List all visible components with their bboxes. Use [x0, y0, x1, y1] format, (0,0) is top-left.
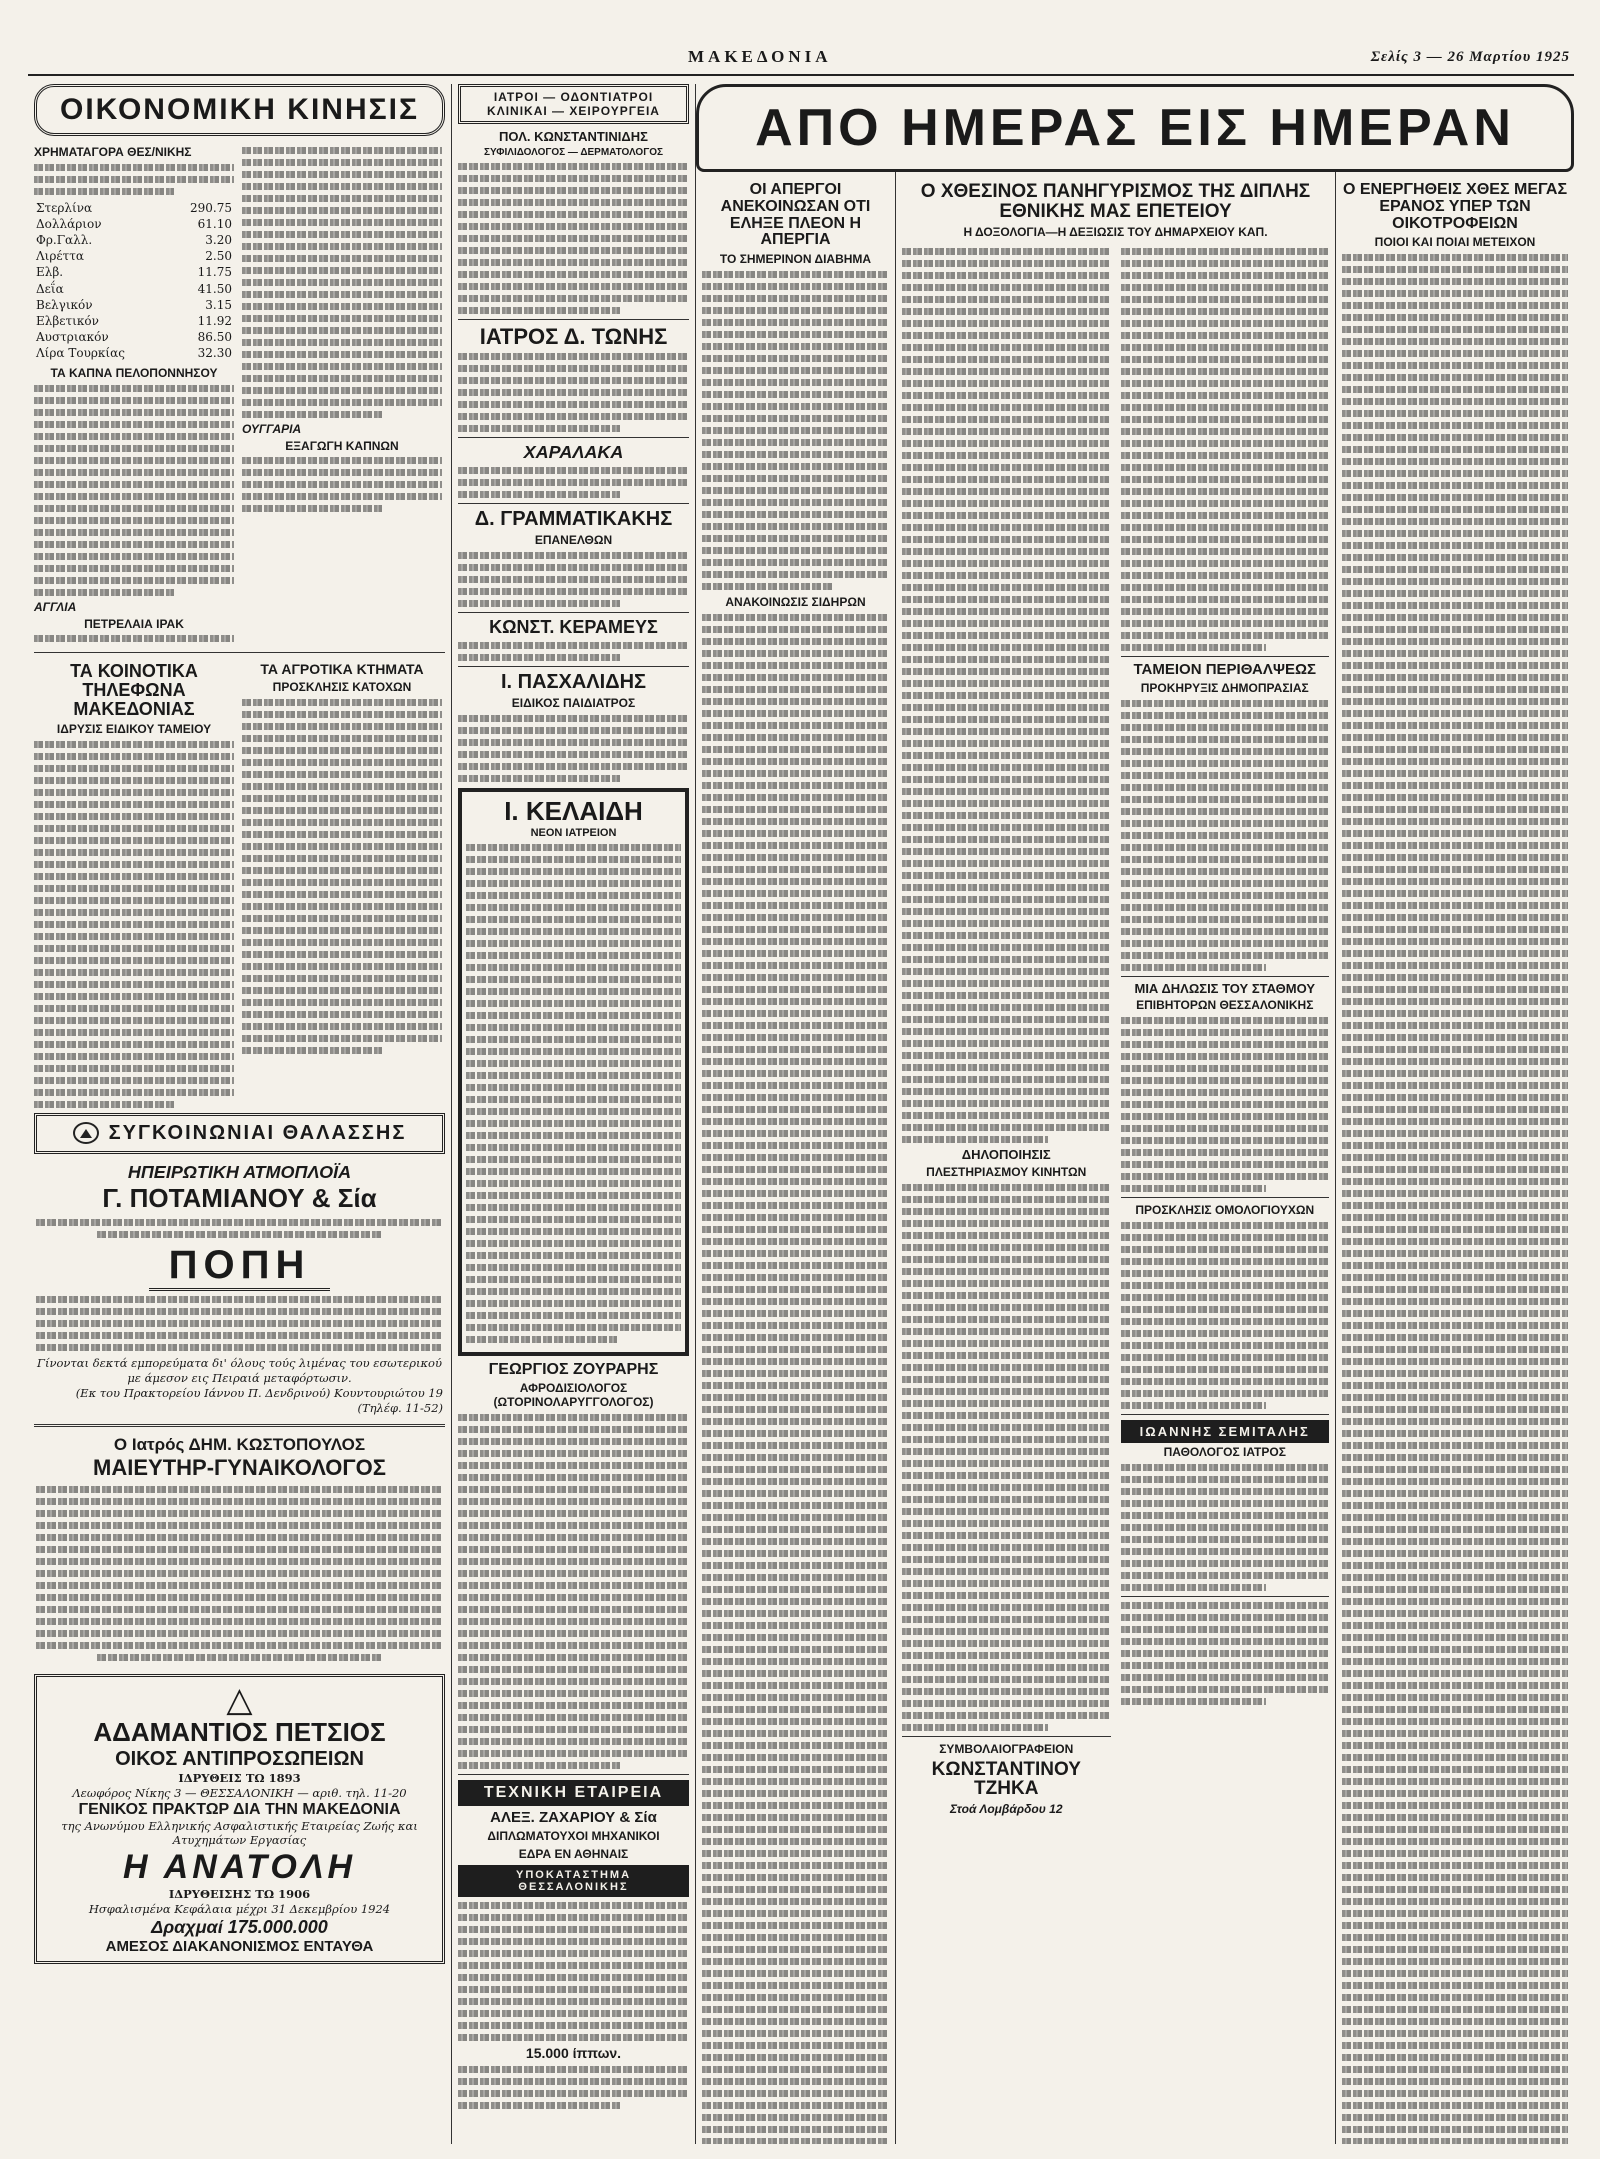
- paper-name: ΜΑΚΕΔΟΝΙΑ: [688, 47, 832, 66]
- ad-petsios: [34, 1674, 445, 1965]
- doctor-6-name: Ι. ΠΑΣΧΑΛΙΔΗΣ: [500, 670, 647, 693]
- market-row: [34, 313, 234, 329]
- ad-symbol-line2: ΚΩΝΣΤΑΝΤΙΝΟΥ ΤΖΗΚΑ: [931, 1758, 1081, 1800]
- heading-celebration: Ο ΧΘΕΣΙΝΟΣ ΠΑΝΗΓΥΡΙΣΜΟΣ ΤΗΣ ΔΙΠΛΗΣ ΕΘΝΙΚΗΣ ΜΑΣ ΕΠΕΤΕΙΟΥ: [920, 181, 1311, 222]
- market-rate: 11.92: [197, 313, 232, 328]
- market-block: [34, 142, 234, 647]
- market-rate: 61.10: [197, 216, 232, 231]
- celebration-text-left: [902, 243, 1111, 1821]
- article-agrotika: [242, 658, 442, 1113]
- heading-tilefona: ΤΑ ΚΟΙΝΟΤΙΚΑ ΤΗΛΕΦΩΝΑ ΜΑΚΕΔΟΝΙΑΣ: [70, 661, 198, 720]
- column-celebration: [896, 84, 1336, 2144]
- doctor-4-name: Δ. ΓΡΑΜΜΑΤΙΚΑΚΗΣ: [474, 507, 673, 530]
- heading-agrotika: ΤΑ ΑΓΡΟΤΙΚΑ ΚΤΗΜΑΤΑ: [260, 661, 424, 678]
- sub-agrotika: ΠΡΟΣΚΛΗΣΙΣ ΚΑΤΟΧΩΝ: [272, 679, 412, 694]
- doctor-8-specialty: ΑΦΡΟΔΙΣΙΟΛΟΓΟΣ (ΩΤΟΡΙΝΟΛΑΡΥΓΓΟΛΟΓΟΣ): [493, 1381, 654, 1410]
- ad-petsios-line3: ΙΔΡΥΘΕΙΣ ΤΩ 1893: [178, 1770, 301, 1785]
- market-rate: 3.15: [205, 297, 232, 312]
- column-eranos: [1336, 84, 1574, 2144]
- doctor-2-name: ΙΑΤΡΟΣ Δ. ΤΩΝΗΣ: [479, 323, 668, 349]
- market-currency: Ελβ.: [36, 265, 64, 280]
- ad-petsios-line2: ΟΙΚΟΣ ΑΝΤΙΠΡΟΣΩΠΕΙΩΝ: [115, 1747, 364, 1770]
- ad-kostopoulos-line2: ΜΑΙΕΥΤΗΡ-ΓΥΝΑΙΚΟΛΟΓΟΣ: [93, 1454, 386, 1480]
- ad-petsios-line5: ΓΕΝΙΚΟΣ ΠΡΑΚΤΩΡ ΔΙΑ ΤΗΝ ΜΑΚΕΔΟΝΙΑ: [78, 1800, 401, 1818]
- market-row: [34, 232, 234, 248]
- sub-eranos: ΠΟΙΟΙ ΚΑΙ ΠΟΙΑΙ ΜΕΤΕΙΧΟΝ: [1374, 235, 1536, 250]
- company-capacity: 15.000 ίππων.: [525, 2045, 622, 2062]
- market-currency: Αυστριακόν: [36, 330, 109, 345]
- sub-strike: ΤΟ ΣΗΜΕΡΙΝΟΝ ΔΙΑΒΗΜΑ: [719, 252, 872, 267]
- market-rate: 290.75: [190, 200, 232, 215]
- market-row: [34, 297, 234, 313]
- ad-doctor2-name: ΙΩΑΝΝΗΣ ΣΕΜΙΤΑΛΗΣ: [1121, 1420, 1330, 1443]
- doctor-7-name: Ι. ΚΕΛΑΙΔΗ: [504, 795, 643, 826]
- market-currency: Ελβετικόν: [36, 313, 99, 328]
- market-row: [34, 264, 234, 280]
- market-currency: Δεΐα: [36, 281, 64, 296]
- market-table: [34, 200, 234, 362]
- market-row: [34, 216, 234, 232]
- ad-petsios-line7: Η ΑΝΑΤΟΛΗ: [122, 1848, 357, 1887]
- heading-agglia: ΑΓΓΛΙΑ: [34, 600, 77, 615]
- market-rate: 11.75: [197, 265, 232, 280]
- ad-kostopoulos-line1: Ο Ιατρός ΔΗΜ. ΚΩΣΤΟΠΟΥΛΟΣ: [113, 1434, 366, 1454]
- heading-synkoinoniai: [34, 1113, 445, 1154]
- market-row: [34, 281, 234, 297]
- heading-dilopoiisis: ΔΗΛΟΠΟΙΗΣΙΣ: [961, 1146, 1051, 1162]
- news-block-right: [242, 142, 442, 647]
- doctor-1-name: ΠΟΛ. ΚΩΝΣΤΑΝΤΙΝΙΔΗΣ: [499, 129, 648, 144]
- synkoinoniai-label: ΣΥΓΚΟΙΝΩΝΙΑΙ ΘΑΛΑΣΣΗΣ: [108, 1121, 407, 1144]
- triangle-logo-icon: △: [226, 1679, 253, 1720]
- page-date: Σελίς 3 — 26 Μαρτίου 1925: [1370, 48, 1570, 65]
- ad-petsios-line6: της Ανωνύμου Ελληνικής Ασφαλιστικής Εταιρείας Ζωής και Ατυχημάτων Εργασίας: [61, 1818, 418, 1848]
- ad-potamianou-line1: ΗΠΕΙΡΩΤΙΚΗ ΑΤΜΟΠΛΟΪΑ: [127, 1161, 352, 1182]
- company-engineers: ΔΙΠΛΩΜΑΤΟΥΧΟΙ ΜΗΧΑΝΙΚΟΙ: [487, 1829, 660, 1844]
- banner-apo-imeras: ΑΠΟ ΗΜΕΡΑΣ ΕΙΣ ΗΜΕΡΑΝ: [696, 84, 1574, 172]
- heading-petrelaia: ΠΕΤΡΕΛΑΙΑ ΙΡΑΚ: [84, 616, 184, 631]
- ad-petsios-line10: Δραχμαί 175.000.000: [151, 1917, 328, 1938]
- ad-potamianou: [34, 1160, 445, 1418]
- column-economy: [28, 84, 452, 2144]
- ad-symbol-line1: ΣΥΜΒΟΛΑΙΟΓΡΑΦΕΙΟΝ: [939, 1741, 1074, 1756]
- sub-tilefona: ΙΔΡΥΣΙΣ ΕΙΔΙΚΟΥ ΤΑΜΕΙΟΥ: [56, 721, 212, 736]
- market-row: [34, 200, 234, 216]
- ad-symbol-line3: Στοά Λομβάρδου 12: [949, 1802, 1063, 1817]
- heading-omologoumen: ΠΡΟΣΚΛΗΣΙΣ ΟΜΟΛΟΓΙΟΥΧΩΝ: [1135, 1203, 1315, 1218]
- doctors-header-box: ΙΑΤΡΟΙ — ΟΔΟΝΤΙΑΤΡΟΙ ΚΛΙΝΙΚΑΙ — ΧΕΙΡΟΥΡΓΕΙΑ: [458, 84, 689, 124]
- company-name: ΑΛΕΞ. ΖΑΧΑΡΙΟΥ & Σία: [490, 1809, 657, 1827]
- section-title-economy: ΟΙΚΟΝΟΜΙΚΗ ΚΙΝΗΣΙΣ: [34, 84, 445, 136]
- ad-keladi: [458, 788, 689, 1356]
- market-rate: 32.30: [197, 346, 232, 361]
- ad-potamianou-line2: Γ. ΠΟΤΑΜΙΑΝΟΥ & Σία: [102, 1182, 377, 1213]
- heading-exagogi: ΕΞΑΓΩΓΗ ΚΑΠΝΩΝ: [285, 438, 399, 453]
- ad-petsios-line9: Ησφαλισμένα Κεφάλαια μέχρι 31 Δεκεμβρίου 1924: [88, 1902, 391, 1917]
- market-currency: Λίρα Τουρκίας: [36, 346, 125, 361]
- ad-popi-title: ΠΟΠΗ: [149, 1243, 331, 1291]
- sub-celebration: Η ΔΟΞΟΛΟΓΙΑ—Η ΔΕΞΙΩΣΙΣ ΤΟΥ ΔΗΜΑΡΧΕΙΟΥ ΚΑΠ.: [963, 224, 1268, 239]
- company-title: ΤΕΧΝΙΚΗ ΕΤΑΙΡΕΙΑ: [458, 1780, 689, 1806]
- market-row: [34, 345, 234, 361]
- sub-dilopoiisis: ΠΛΕΣΤΗΡΙΑΣΜΟΥ ΚΙΝΗΤΩΝ: [926, 1164, 1087, 1179]
- heading-eranos: Ο ΕΝΕΡΓΗΘΕΙΣ ΧΘΕΣ ΜΕΓΑΣ ΕΡΑΝΟΣ ΥΠΕΡ ΤΩΝ ΟΙΚΟΤΡΟΦΕΙΩΝ: [1342, 181, 1568, 232]
- doctor-8-name: ΓΕΩΡΓΙΟΣ ΖΟΥΡΑΡΗΣ: [488, 1360, 659, 1378]
- sub-tameion: ΠΡΟΚΗΡΥΞΙΣ ΔΗΜΟΠΡΑΣΙΑΣ: [1140, 680, 1309, 695]
- ad-petsios-line8: ΙΔΡΥΘΕΙΣΗΣ ΤΩ 1906: [168, 1887, 311, 1902]
- market-title: ΧΡΗΜΑΤΑΓΟΡΑ ΘΕΣ/ΝΙΚΗΣ: [34, 145, 192, 159]
- heading-kapna: ΤΑ ΚΑΠΝΑ ΠΕΛΟΠΟΝΝΗΣΟΥ: [50, 366, 218, 381]
- heading-tameion: ΤΑΜΕΙΟΝ ΠΕΡΙΘΑΛΨΕΩΣ: [1133, 660, 1316, 678]
- column-strike: [696, 84, 896, 2144]
- heading-strike: ΟΙ ΑΠΕΡΓΟΙ ΑΝΕΚΟΙΝΩΣΑΝ ΟΤΙ ΕΛΗΞΕ ΠΛΕΟΝ Η ΑΠΕΡΓΙΑ: [720, 181, 871, 249]
- market-rate: 86.50: [197, 330, 232, 345]
- sub-stathmou: ΕΠΙΒΗΤΟΡΩΝ ΘΕΣΣΑΛΟΝΙΚΗΣ: [1136, 998, 1314, 1013]
- doctor-7-note: ΝΕΟΝ ΙΑΤΡΕΙΟΝ: [530, 826, 617, 839]
- market-row: [34, 248, 234, 264]
- doctor-1-specialty: ΣΥΦΙΛΙΔΟΛΟΓΟΣ — ΔΕΡΜΑΤΟΛΟΓΟΣ: [484, 146, 663, 158]
- newspaper-page: [28, 40, 1574, 2140]
- market-currency: Φρ.Γαλλ.: [36, 232, 93, 247]
- sub-sidiron: ΑΝΑΚΟΙΝΩΣΙΣ ΣΙΔΗΡΩΝ: [725, 595, 866, 610]
- masthead: [28, 40, 1574, 76]
- company-hq: ΕΔΡΑ ΕΝ ΑΘΗΝΑΙΣ: [518, 1847, 629, 1862]
- ad-kostopoulos: [34, 1433, 445, 1668]
- ad-petsios-line4: Λεωφόρος Νίκης 3 — ΘΕΣΣΑΛΟΝΙΚΗ — αριθ. τηλ. 11-20: [72, 1785, 407, 1800]
- doctor-6-specialty: ΕΙΔΙΚΟΣ ΠΑΙΔΙΑΤΡΟΣ: [511, 695, 636, 710]
- doctor-4-status: ΕΠΑΝΕΛΘΩΝ: [534, 532, 613, 547]
- ad-popi-addr: (Εκ του Πρακτορείου Ιάννου Π. Δενδρινού) Κουντουριώτου 19 (Τηλέφ. 11-52): [75, 1385, 443, 1415]
- ad-doctor2-specialty: ΠΑΘΟΛΟΓΟΣ ΙΑΤΡΟΣ: [1163, 1445, 1286, 1460]
- market-currency: Βελγικόν: [36, 297, 93, 312]
- heading-stathmou: ΜΙΑ ΔΗΛΩΣΙΣ ΤΟΥ ΣΤΑΘΜΟΥ: [1134, 980, 1316, 996]
- ad-petsios-line1: ΑΔΑΜΑΝΤΙΟΣ ΠΕΤΣΙΟΣ: [93, 1716, 386, 1747]
- ad-popi-text: Γίνονται δεκτά εμπορεύματα δι' όλους τούς λιμένας του εσωτερικού με άμεσον εις Πειραιά μεταφόρτωσιν.: [37, 1355, 442, 1385]
- ad-petsios-line11: ΑΜΕΣΟΣ ΔΙΑΚΑΝΟΝΙΣΜΟΣ ΕΝΤΑΥΘΑ: [105, 1938, 374, 1956]
- market-currency: Στερλίνα: [36, 200, 93, 215]
- doctor-3-name: ΧΑΡΑΛΑΚΑ: [523, 441, 624, 462]
- market-rate: 2.50: [205, 249, 232, 264]
- market-currency: Λιρέττα: [36, 249, 85, 264]
- company-branch: ΥΠΟΚΑΤΑΣΤΗΜΑ ΘΕΣΣΑΛΟΝΙΚΗΣ: [458, 1865, 689, 1897]
- market-rate: 3.20: [205, 232, 232, 247]
- ship-icon: [73, 1122, 99, 1144]
- heading-oungaria: ΟΥΓΓΑΡΙΑ: [242, 422, 302, 436]
- doctor-5-name: ΚΩΝΣΤ. ΚΕΡΑΜΕΥΣ: [489, 616, 658, 637]
- article-tilefona: [34, 658, 234, 1113]
- market-rate: 41.50: [197, 281, 232, 296]
- celebration-text-right: [1121, 243, 1330, 1821]
- market-row: [34, 329, 234, 345]
- market-currency: Δολλάριον: [36, 216, 102, 231]
- column-doctors: [452, 84, 696, 2144]
